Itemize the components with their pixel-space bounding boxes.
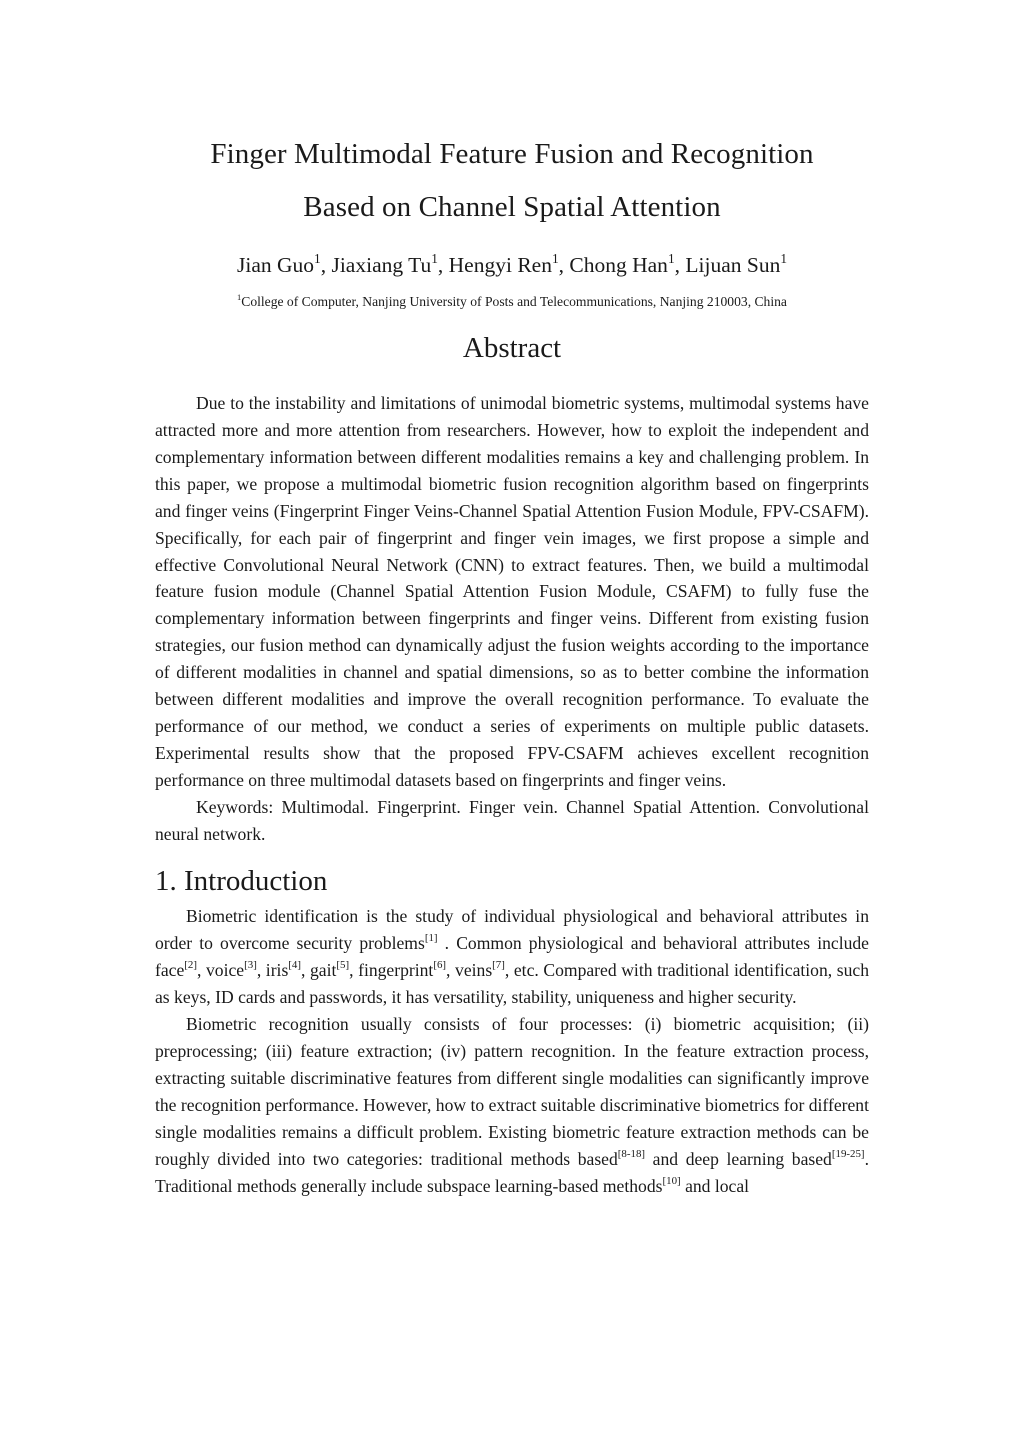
text-run: and deep learning based — [645, 1148, 832, 1169]
intro-paragraph-1 — [155, 903, 869, 1011]
author-affiliation-mark: 1 — [667, 250, 675, 266]
affiliation — [155, 292, 869, 312]
text-run: and local — [680, 1175, 750, 1196]
abstract-heading: Abstract — [462, 332, 562, 364]
paper-page — [155, 128, 869, 1199]
citation: [10] — [662, 1174, 681, 1187]
title-line-2: Based on Channel Spatial Attention — [303, 191, 721, 223]
text-run: , etc. Compared with traditional identification, such as keys, ID cards and passwords, it has versatility, stability, uniqueness and higher security. — [155, 960, 869, 1008]
text-run: , veins — [446, 960, 493, 981]
author-affiliation-mark: 1 — [551, 250, 559, 266]
citation: [8-18] — [617, 1147, 646, 1160]
author-affiliation-mark: 1 — [314, 250, 321, 266]
citation: [7] — [492, 959, 505, 972]
text-run: , iris — [256, 960, 289, 981]
citation: [5] — [336, 959, 350, 972]
citation: [1] — [424, 932, 438, 945]
author-affiliation-mark: 1 — [780, 250, 787, 266]
text-run: , gait — [301, 960, 337, 981]
section-heading-introduction: 1. Introduction — [155, 865, 328, 898]
abstract-paragraph: Due to the instability and limitations of unimodal biometric systems, multimodal systems have attracted more and more attention from researchers. However, how to exploit the independent and complementary information between different modalities remains a key and challenging problem. In this paper, we propose a multimodal biometric fusion recognition algorithm based on fingerprints and finger veins (Fingerprint Finger Veins-Channel Spatial Attention Fusion Module, FPV-CSAFM). Specifically, for each pair of fingerprint and finger vein images, we first propose a simple and effective Convolutional Neural Network (CNN) to extract features. Then, we build a multimodal feature fusion module (Channel Spatial Attention Fusion Module, CSAFM) to fully fuse the complementary information between fingerprints and finger veins. Different from existing fusion strategies, our fusion method can dynamically adjust the fusion weights according to the importance of different modalities in channel and spatial dimensions, so as to better combine the information between different modalities and improve the overall recognition performance. To evaluate the performance of our method, we conduct a series of experiments on multiple public datasets. Experimental results show that the proposed FPV-CSAFM achieves excellent recognition performance on three multimodal datasets based on fingerprints and finger veins. — [155, 393, 869, 790]
title-line-1: Finger Multimodal Feature Fusion and Recognition — [210, 138, 814, 170]
keywords: Keywords: Multimodal. Fingerprint. Finger vein. Channel Spatial Attention. Convolutional neural network. — [155, 796, 869, 844]
text-run: , voice — [197, 960, 245, 981]
author-name: Jian Guo — [237, 253, 315, 277]
citation: [2] — [184, 959, 198, 972]
text-run: . Common physiological and behavioral attributes include face — [155, 933, 869, 981]
author-name: Hengyi Ren — [448, 253, 552, 277]
text-run: Biometric identification is the study of individual physiological and behavioral attributes in order to overcome security problems — [155, 906, 869, 954]
text-run: , fingerprint — [349, 960, 434, 981]
author-name: Jiaxiang Tu — [331, 253, 432, 277]
citation: [6] — [433, 959, 447, 972]
text-run: . Traditional methods generally include subspace learning-based methods — [155, 1148, 869, 1196]
author-list: Jian Guo$^1$, Jiaxiang Tu$^1$, Hengyi Ren$^1$, Chong Han$^1$, Lijuan Sun$^1$ — [237, 250, 787, 277]
paper-title — [155, 128, 869, 234]
author-affiliation-mark: 1 — [431, 250, 438, 266]
citation: [19-25] — [831, 1147, 865, 1160]
author-name: Lijuan Sun — [685, 253, 781, 277]
affiliation-mark: 1 — [237, 291, 242, 302]
author-name: Chong Han — [569, 253, 668, 277]
citation: [4] — [288, 959, 302, 972]
text-run: Biometric recognition usually consists of four processes: (i) biometric acquisition; (ii) preprocessing; (iii) feature extraction; (iv) pattern recognition. In the feature extraction process, extracting suitable discriminative features from different single modalities can significantly improve the recognition performance. However, how to extract suitable discriminative biometrics for different single modalities remains a difficult problem. Existing biometric feature extraction methods can be roughly divided into two categories: traditional methods based — [155, 1014, 869, 1169]
citation: [3] — [244, 959, 257, 972]
affiliation-text: College of Computer, Nanjing University of Posts and Telecommunications, Nanjing 210003, China — [241, 294, 787, 309]
intro-paragraph-2 — [155, 1011, 869, 1199]
